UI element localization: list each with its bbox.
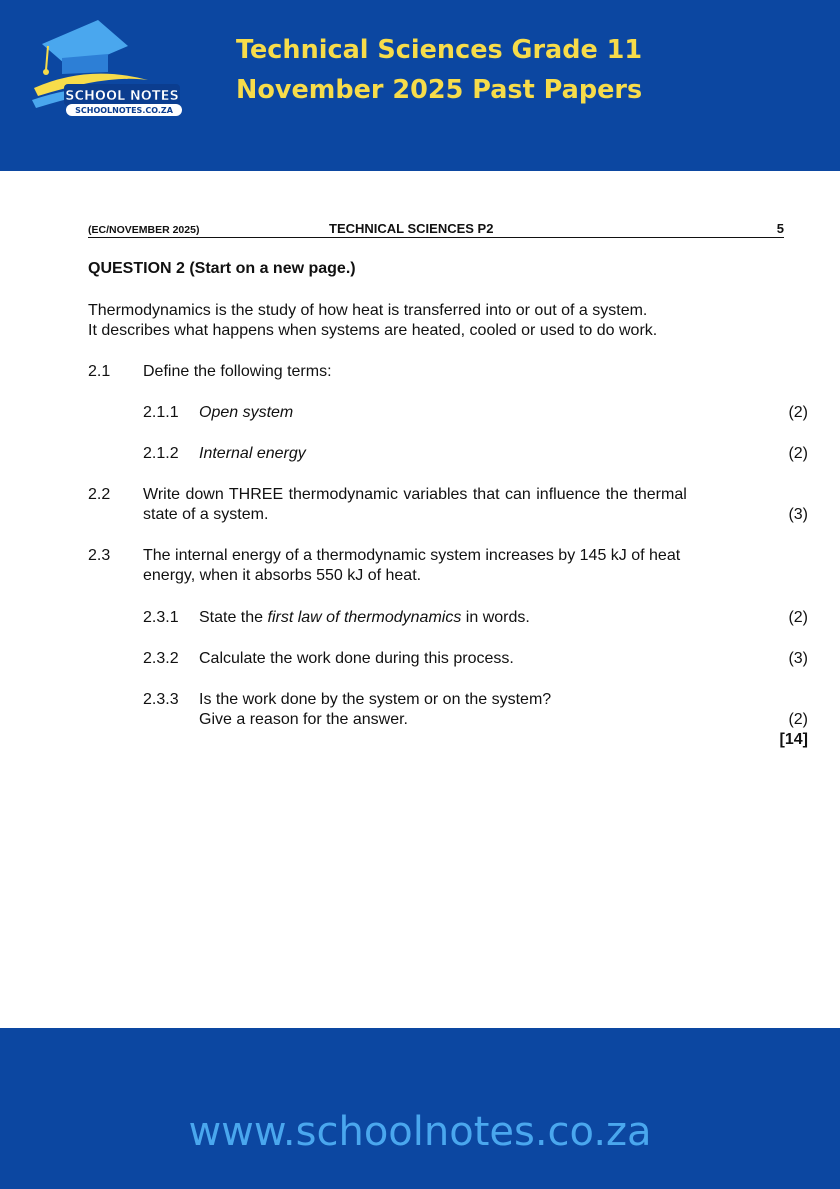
question-text-2-3-line-1: The internal energy of a thermodynamic system increases by 145 kJ of heat xyxy=(143,547,681,564)
marks-2-3-2: (3) xyxy=(788,650,808,667)
header-banner xyxy=(0,0,840,171)
marks-2-3-1: (2) xyxy=(788,609,808,626)
subquestion-number-2-3-3: 2.3.3 xyxy=(143,691,179,708)
question-heading: QUESTION 2 (Start on a new page.) xyxy=(88,260,356,277)
intro-line-2: It describes what happens when systems are heated, cooled or used to do work. xyxy=(88,322,658,339)
subquestion-number-2-3-1: 2.3.1 xyxy=(143,609,179,626)
subquestion-number-2-1-1: 2.1.1 xyxy=(143,404,179,421)
subquestion-text-2-3-3-line-2: Give a reason for the answer. xyxy=(199,711,408,728)
school-notes-logo xyxy=(28,14,188,124)
subquestion-number-2-3-2: 2.3.2 xyxy=(143,650,179,667)
marks-2-1-1: (2) xyxy=(788,404,808,421)
intro-line-1: Thermodynamics is the study of how heat is transferred into or out of a system. xyxy=(88,302,648,319)
question-number-2-1: 2.1 xyxy=(88,363,111,380)
subquestion-text-2-3-1-start: State the xyxy=(199,609,268,626)
subquestion-text-2-3-1-end: in words. xyxy=(461,609,530,626)
exam-code: (EC/NOVEMBER 2025) xyxy=(88,224,200,236)
svg-text:SCHOOLNOTES.CO.ZA: SCHOOLNOTES.CO.ZA xyxy=(75,106,173,115)
question-text-2-1: Define the following terms: xyxy=(143,363,332,380)
website-link[interactable]: www.schoolnotes.co.za xyxy=(188,1109,652,1155)
paper-title: TECHNICAL SCIENCES P2 xyxy=(329,221,494,236)
question-number-2-2: 2.2 xyxy=(88,486,111,503)
subquestion-text-2-3-2: Calculate the work done during this process. xyxy=(199,650,514,667)
svg-text:SCHOOL NOTES: SCHOOL NOTES xyxy=(65,89,179,104)
marks-2-3-3: (2) xyxy=(788,711,808,728)
question-total: [14] xyxy=(779,731,808,748)
running-head xyxy=(88,221,784,238)
subquestion-number-2-1-2: 2.1.2 xyxy=(143,445,179,462)
page-number: 5 xyxy=(776,221,784,236)
question-text-2-3-line-2: energy, when it absorbs 550 kJ of heat. xyxy=(143,567,422,584)
marks-2-2: (3) xyxy=(788,506,808,523)
subquestion-text-2-3-3-line-1: Is the work done by the system or on the system? xyxy=(199,691,552,708)
subquestion-text-2-3-1-italic: first law of thermodynamics xyxy=(267,609,462,626)
question-number-2-3: 2.3 xyxy=(88,547,111,564)
subquestion-text-2-3-1 xyxy=(199,608,530,628)
subquestion-text-2-1-1: Open system xyxy=(199,404,294,421)
question-text-2-2-line-2: state of a system. xyxy=(143,506,269,523)
header-title-line-2: November 2025 Past Papers xyxy=(236,75,643,105)
exam-page xyxy=(0,171,840,1028)
marks-2-1-2: (2) xyxy=(788,445,808,462)
subquestion-text-2-1-2: Internal energy xyxy=(199,445,306,462)
header-title xyxy=(236,30,642,110)
header-title-line-1: Technical Sciences Grade 11 xyxy=(236,35,643,65)
question-text-2-2-line-1: Write down THREE thermodynamic variables that can influence the thermal xyxy=(143,486,687,503)
